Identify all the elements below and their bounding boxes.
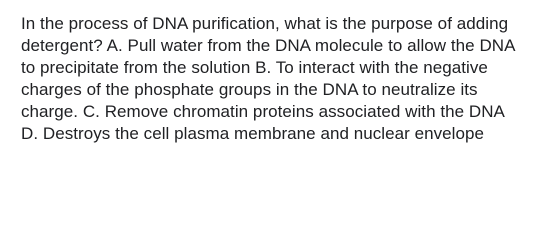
- question-line: to precipitate from the solution B. To interact with the negative: [21, 58, 488, 77]
- question-line: charge. C. Remove chromatin proteins associated with the DNA: [21, 102, 505, 121]
- question-line: detergent? A. Pull water from the DNA molecule to allow the DNA: [21, 36, 516, 55]
- question-line: D. Destroys the cell plasma membrane and nuclear envelope: [21, 124, 485, 143]
- question-line: In the process of DNA purification, what is the purpose of adding: [21, 14, 509, 33]
- question-text: [21, 13, 544, 145]
- question-line: charges of the phosphate groups in the DNA to neutralize its: [21, 80, 478, 99]
